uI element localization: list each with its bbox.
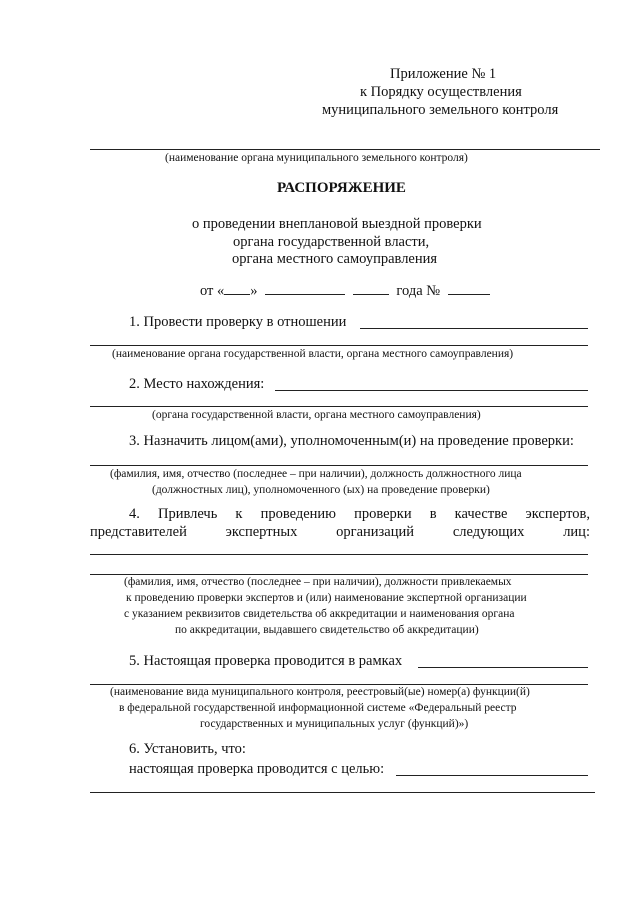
order-number-field[interactable] [448, 281, 490, 295]
subtitle-line-3: органа местного самоуправления [232, 251, 438, 267]
item-4-line-2 [90, 524, 590, 541]
appendix-order: к Порядку осуществления [360, 84, 522, 100]
date-year-field[interactable] [353, 281, 389, 295]
item-5-caption-2: в федеральной государственной информационной системе «Федеральный реестр [119, 702, 517, 714]
item-3-caption-2: (должностных лиц), уполномоченного (ых) на проведение проверки) [152, 484, 490, 496]
item-1-caption: (наименование органа государственной власти, органа местного самоуправления) [112, 348, 514, 360]
item-6-purpose-field-line-2[interactable] [90, 792, 595, 793]
item-4-word: к [235, 506, 243, 522]
item-4-word: представителей [90, 524, 187, 540]
item-4-field-line-2[interactable] [90, 574, 588, 575]
item-4-word: следующих [452, 524, 525, 540]
item-4-caption-4: по аккредитации, выдавшего свидетельство об аккредитации) [175, 624, 479, 636]
document-title: РАСПОРЯЖЕНИЕ [277, 180, 406, 196]
organ-name-line [90, 149, 600, 150]
subtitle-line-2: органа государственной власти, [233, 234, 430, 250]
item-4-word: экспертов, [525, 506, 590, 522]
date-month-field[interactable] [265, 281, 345, 295]
item-4-word: качестве [454, 506, 508, 522]
item-5-field-line-2[interactable] [90, 684, 588, 685]
item-1-field-line-2[interactable] [90, 345, 588, 346]
item-4-caption-1: (фамилия, имя, отчество (последнее – при наличии), должности привлекаемых [124, 576, 512, 588]
appendix-control: муниципального земельного контроля [322, 102, 559, 118]
item-4-word: 4. [129, 506, 140, 522]
appendix-number: Приложение № 1 [390, 66, 497, 82]
item-1-field[interactable] [360, 328, 588, 329]
item-2-field[interactable] [275, 390, 588, 391]
item-4-line-1 [129, 506, 590, 523]
item-5-caption-1: (наименование вида муниципального контроля, реестровый(ые) номер(а) функции(й) [110, 686, 530, 698]
item-4-word: проведению [260, 506, 336, 522]
date-close-quote: » [250, 283, 258, 299]
item-4-word: Привлечь [157, 506, 218, 522]
item-6-purpose: настоящая проверка проводится с целью: [129, 761, 385, 777]
item-2-caption: (органа государственной власти, органа местного самоуправления) [152, 409, 481, 421]
item-3-caption-1: (фамилия, имя, отчество (последнее – при наличии), должность должностного лица [110, 468, 522, 480]
date-day-field[interactable] [224, 281, 250, 295]
item-4-caption-2: к проведению проверки экспертов и (или) наименование экспертной организации [126, 592, 527, 604]
item-4-word: экспертных [225, 524, 298, 540]
date-year-number-label: года № [396, 283, 441, 299]
item-2-text: 2. Место нахождения: [129, 376, 265, 392]
item-2-field-line-2[interactable] [90, 406, 588, 407]
item-5-caption-3: государственных и муниципальных услуг (функций)») [200, 718, 469, 730]
item-4-word: лиц: [563, 524, 590, 540]
item-4-word: проверки [354, 506, 412, 522]
item-5-field[interactable] [418, 667, 588, 668]
item-6-purpose-field[interactable] [396, 775, 588, 776]
item-4-field[interactable] [90, 554, 588, 555]
item-3-text: 3. Назначить лицом(ами), уполномоченным(и) на проведение проверки: [129, 433, 574, 449]
item-4-caption-3: с указанием реквизитов свидетельства об аккредитации и наименования органа [124, 608, 515, 620]
organ-name-caption: (наименование органа муниципального земельного контроля) [165, 152, 468, 164]
item-4-word: в [429, 506, 437, 522]
item-3-field[interactable] [90, 465, 588, 466]
subtitle-line-1: о проведении внеплановой выездной проверки [192, 216, 482, 232]
item-6-text: 6. Установить, что: [129, 741, 246, 757]
item-1-text: 1. Провести проверку в отношении [129, 314, 347, 330]
date-from-label: от « [200, 283, 225, 299]
item-5-text: 5. Настоящая проверка проводится в рамках [129, 653, 403, 669]
item-4-word: организаций [336, 524, 414, 540]
date-line [200, 281, 490, 300]
